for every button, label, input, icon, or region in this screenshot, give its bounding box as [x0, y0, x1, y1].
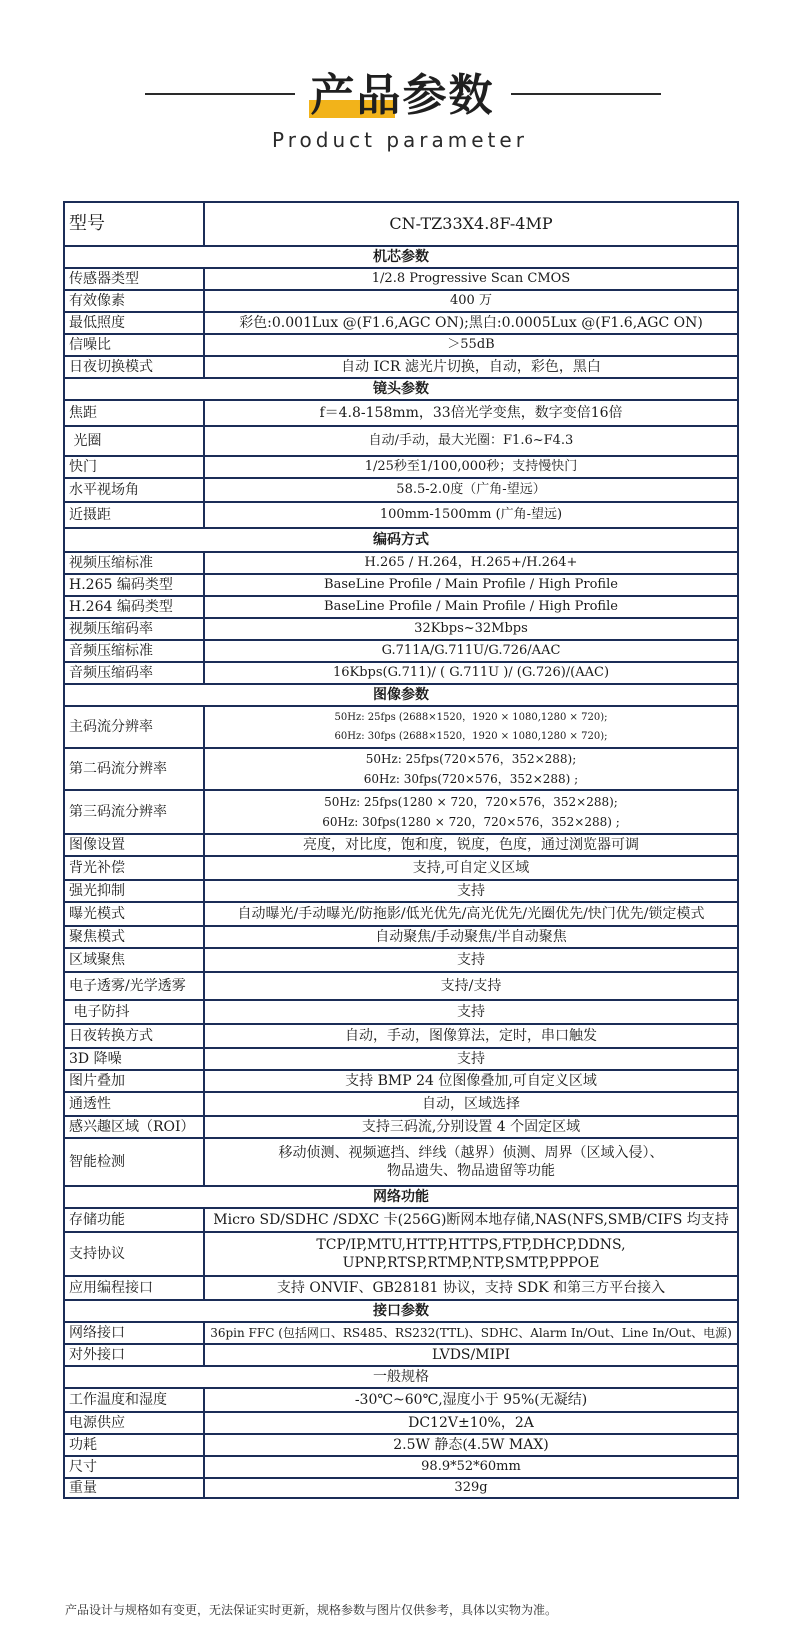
- spec-value-line: 50Hz: 25fps (2688×1520，1920 × 1080,1280 × 720);: [334, 712, 608, 723]
- spec-table-body: [64, 202, 738, 1498]
- spec-label: 日夜切换模式: [64, 356, 204, 378]
- page-title: 产品参数: [310, 70, 495, 121]
- spec-row: [64, 1456, 738, 1478]
- spec-value-line: 移动侦测、视频遮挡、绊线（越界）侦测、周界（区域入侵）、: [278, 1145, 664, 1161]
- spec-row: [64, 972, 738, 1000]
- spec-label: 通透性: [64, 1092, 204, 1116]
- spec-row: [64, 202, 738, 246]
- spec-label: 第二码流分辨率: [64, 748, 204, 790]
- spec-value: Micro SD/SDHC /SDXC 卡(256G)断网本地存储,NAS(NFS,SMB/CIFS 均支持: [204, 1208, 738, 1232]
- spec-value-line: 物品遗失、物品遗留等功能: [387, 1163, 555, 1179]
- spec-value: 32Kbps~32Mbps: [204, 618, 738, 640]
- spec-row: [64, 902, 738, 926]
- spec-label: 3D 降噪: [64, 1048, 204, 1070]
- spec-value: 支持,可自定义区域: [204, 856, 738, 880]
- spec-row: [64, 834, 738, 856]
- spec-row: [64, 312, 738, 334]
- section-header-row: [64, 1366, 738, 1388]
- spec-row: [64, 456, 738, 478]
- spec-value: 58.5-2.0度（广角-望远）: [204, 478, 738, 502]
- spec-label: 工作温度和湿度: [64, 1388, 204, 1412]
- spec-label: 音频压缩标准: [64, 640, 204, 662]
- spec-row: [64, 948, 738, 972]
- spec-value: DC12V±10%，2A: [204, 1412, 738, 1434]
- spec-label: 对外接口: [64, 1344, 204, 1366]
- spec-value: BaseLine Profile / Main Profile / High Profile: [204, 574, 738, 596]
- spec-row: [64, 1048, 738, 1070]
- spec-value: [204, 748, 738, 790]
- section-header-row: [64, 1186, 738, 1208]
- spec-label: 尺寸: [64, 1456, 204, 1478]
- spec-label: 日夜转换方式: [64, 1024, 204, 1048]
- page-subtitle: Product parameter: [272, 128, 528, 152]
- spec-label: 型号: [64, 202, 204, 246]
- spec-value: CN-TZ33X4.8F-4MP: [204, 202, 738, 246]
- spec-row: [64, 1138, 738, 1186]
- spec-value: 自动/手动，最大光圈：F1.6~F4.3: [204, 426, 738, 456]
- section-title: 镜头参数: [64, 378, 738, 400]
- spec-value: 亮度，对比度，饱和度，锐度，色度，通过浏览器可调: [204, 834, 738, 856]
- spec-value-line: TCP/IP,MTU,HTTP,HTTPS,FTP,DHCP,DDNS,: [316, 1237, 626, 1253]
- spec-value: G.711A/G.711U/G.726/AAC: [204, 640, 738, 662]
- spec-row: [64, 640, 738, 662]
- spec-row: [64, 268, 738, 290]
- spec-value: f＝4.8-158mm，33倍光学变焦，数字变倍16倍: [204, 400, 738, 426]
- spec-row: [64, 1276, 738, 1300]
- spec-label: 区域聚焦: [64, 948, 204, 972]
- spec-label: 存储功能: [64, 1208, 204, 1232]
- section-title: 编码方式: [64, 528, 738, 552]
- spec-row: [64, 502, 738, 528]
- spec-value: 自动，手动，图像算法，定时，串口触发: [204, 1024, 738, 1048]
- spec-value: 支持三码流,分别设置 4 个固定区域: [204, 1116, 738, 1138]
- spec-value: 329g: [204, 1478, 738, 1498]
- spec-row: [64, 1208, 738, 1232]
- spec-label: 主码流分辨率: [64, 706, 204, 748]
- spec-value: 16Kbps(G.711)/ ( G.711U )/ (G.726)/(AAC): [204, 662, 738, 684]
- spec-label: H.265 编码类型: [64, 574, 204, 596]
- spec-value: 支持 BMP 24 位图像叠加,可自定义区域: [204, 1070, 738, 1092]
- title-block: [0, 66, 800, 126]
- section-header-row: [64, 246, 738, 268]
- spec-value: 98.9*52*60mm: [204, 1456, 738, 1478]
- spec-row: [64, 790, 738, 834]
- section-header-row: [64, 1300, 738, 1322]
- spec-row: [64, 1092, 738, 1116]
- section-title: 接口参数: [64, 1300, 738, 1322]
- spec-value: LVDS/MIPI: [204, 1344, 738, 1366]
- spec-value: [204, 706, 738, 748]
- spec-label: 背光补偿: [64, 856, 204, 880]
- title-rule-right: [511, 93, 661, 95]
- spec-label: 视频压缩标准: [64, 552, 204, 574]
- spec-value-line: 50Hz: 25fps(720×576，352×288);: [365, 752, 577, 766]
- footnote: 产品设计与规格如有变更，无法保证实时更新，规格参数与图片仅供参考，具体以实物为准。: [65, 1603, 558, 1617]
- spec-row: [64, 574, 738, 596]
- spec-label: 信噪比: [64, 334, 204, 356]
- spec-label: 功耗: [64, 1434, 204, 1456]
- spec-row: [64, 478, 738, 502]
- spec-label: 第三码流分辨率: [64, 790, 204, 834]
- spec-value: 彩色:0.001Lux @(F1.6,AGC ON);黑白:0.0005Lux @(F1.6,AGC ON): [204, 312, 738, 334]
- spec-row: [64, 356, 738, 378]
- spec-label: 支持协议: [64, 1232, 204, 1276]
- spec-value: 自动曝光/手动曝光/防拖影/低光优先/高光优先/光圈优先/快门优先/锁定模式: [204, 902, 738, 926]
- spec-label: 有效像素: [64, 290, 204, 312]
- spec-label: 音频压缩码率: [64, 662, 204, 684]
- spec-row: [64, 1412, 738, 1434]
- spec-row: [64, 926, 738, 948]
- spec-value: 自动 ICR 滤光片切换，自动，彩色，黑白: [204, 356, 738, 378]
- spec-row: [64, 618, 738, 640]
- spec-value: 自动，区域选择: [204, 1092, 738, 1116]
- spec-value: H.265 / H.264，H.265+/H.264+: [204, 552, 738, 574]
- spec-value: 支持: [204, 1048, 738, 1070]
- spec-row: [64, 1434, 738, 1456]
- spec-row: [64, 1478, 738, 1498]
- spec-value: 1/2.8 Progressive Scan CMOS: [204, 268, 738, 290]
- spec-label: 应用编程接口: [64, 1276, 204, 1300]
- spec-row: [64, 1116, 738, 1138]
- spec-label: H.264 编码类型: [64, 596, 204, 618]
- spec-row: [64, 856, 738, 880]
- spec-table: [63, 201, 739, 1499]
- spec-label: 快门: [64, 456, 204, 478]
- spec-value: 自动聚焦/手动聚焦/半自动聚焦: [204, 926, 738, 948]
- spec-label: 网络接口: [64, 1322, 204, 1344]
- spec-row: [64, 1322, 738, 1344]
- spec-value: 2.5W 静态(4.5W MAX): [204, 1434, 738, 1456]
- section-header-row: [64, 684, 738, 706]
- spec-label: 电子透雾/光学透雾: [64, 972, 204, 1000]
- spec-row: [64, 1000, 738, 1024]
- spec-value-line: 60Hz: 30fps (2688×1520，1920 × 1080,1280 × 720);: [334, 731, 608, 742]
- spec-label: 图片叠加: [64, 1070, 204, 1092]
- spec-label: 曝光模式: [64, 902, 204, 926]
- spec-row: [64, 1232, 738, 1276]
- spec-label: 近摄距: [64, 502, 204, 528]
- section-title: 一般规格: [64, 1366, 738, 1388]
- spec-row: [64, 552, 738, 574]
- spec-label: 光圈: [64, 426, 204, 456]
- spec-label: 智能检测: [64, 1138, 204, 1186]
- spec-label: 水平视场角: [64, 478, 204, 502]
- spec-row: [64, 1388, 738, 1412]
- spec-value: 支持 ONVIF、GB28181 协议，支持 SDK 和第三方平台接入: [204, 1276, 738, 1300]
- spec-row: [64, 662, 738, 684]
- spec-value: 100mm-1500mm (广角-望远): [204, 502, 738, 528]
- spec-label: 图像设置: [64, 834, 204, 856]
- spec-value: -30℃~60℃,湿度小于 95%(无凝结): [204, 1388, 738, 1412]
- spec-value: BaseLine Profile / Main Profile / High Profile: [204, 596, 738, 618]
- spec-value: 36pin FFC (包括网口、RS485、RS232(TTL)、SDHC、Alarm In/Out、Line In/Out、电源): [204, 1322, 738, 1344]
- spec-row: [64, 290, 738, 312]
- spec-value: 支持: [204, 948, 738, 972]
- spec-label: 电源供应: [64, 1412, 204, 1434]
- spec-value: 支持: [204, 880, 738, 902]
- section-title: 图像参数: [64, 684, 738, 706]
- spec-label: 焦距: [64, 400, 204, 426]
- spec-row: [64, 334, 738, 356]
- spec-value: ＞55dB: [204, 334, 738, 356]
- spec-label: 强光抑制: [64, 880, 204, 902]
- spec-value-line: 60Hz: 30fps(720×576，352×288) ;: [363, 772, 579, 786]
- spec-row: [64, 426, 738, 456]
- spec-value: [204, 790, 738, 834]
- spec-value: 400 万: [204, 290, 738, 312]
- page-header: [0, 0, 800, 200]
- spec-row: [64, 1344, 738, 1366]
- spec-value-line: UPNP,RTSP,RTMP,NTP,SMTP,PPPOE: [342, 1255, 600, 1271]
- spec-value-line: 50Hz: 25fps(1280 × 720，720×576，352×288);: [324, 795, 618, 809]
- spec-row: [64, 706, 738, 748]
- spec-row: [64, 400, 738, 426]
- spec-row: [64, 880, 738, 902]
- spec-label: 传感器类型: [64, 268, 204, 290]
- spec-label: 重量: [64, 1478, 204, 1498]
- spec-label: 电子防抖: [64, 1000, 204, 1024]
- spec-value: 1/25秒至1/100,000秒；支持慢快门: [204, 456, 738, 478]
- spec-label: 最低照度: [64, 312, 204, 334]
- section-header-row: [64, 528, 738, 552]
- spec-value-line: 60Hz: 30fps(1280 × 720，720×576，352×288) ;: [322, 815, 620, 829]
- section-header-row: [64, 378, 738, 400]
- spec-label: 感兴趣区域（ROI）: [64, 1116, 204, 1138]
- spec-value: 支持/支持: [204, 972, 738, 1000]
- spec-row: [64, 1070, 738, 1092]
- spec-row: [64, 1024, 738, 1048]
- spec-row: [64, 748, 738, 790]
- title-rule-left: [145, 93, 295, 95]
- spec-row: [64, 596, 738, 618]
- spec-label: 聚焦模式: [64, 926, 204, 948]
- spec-label: 视频压缩码率: [64, 618, 204, 640]
- spec-value: [204, 1138, 738, 1186]
- section-title: 网络功能: [64, 1186, 738, 1208]
- spec-value: 支持: [204, 1000, 738, 1024]
- section-title: 机芯参数: [64, 246, 738, 268]
- spec-value: [204, 1232, 738, 1276]
